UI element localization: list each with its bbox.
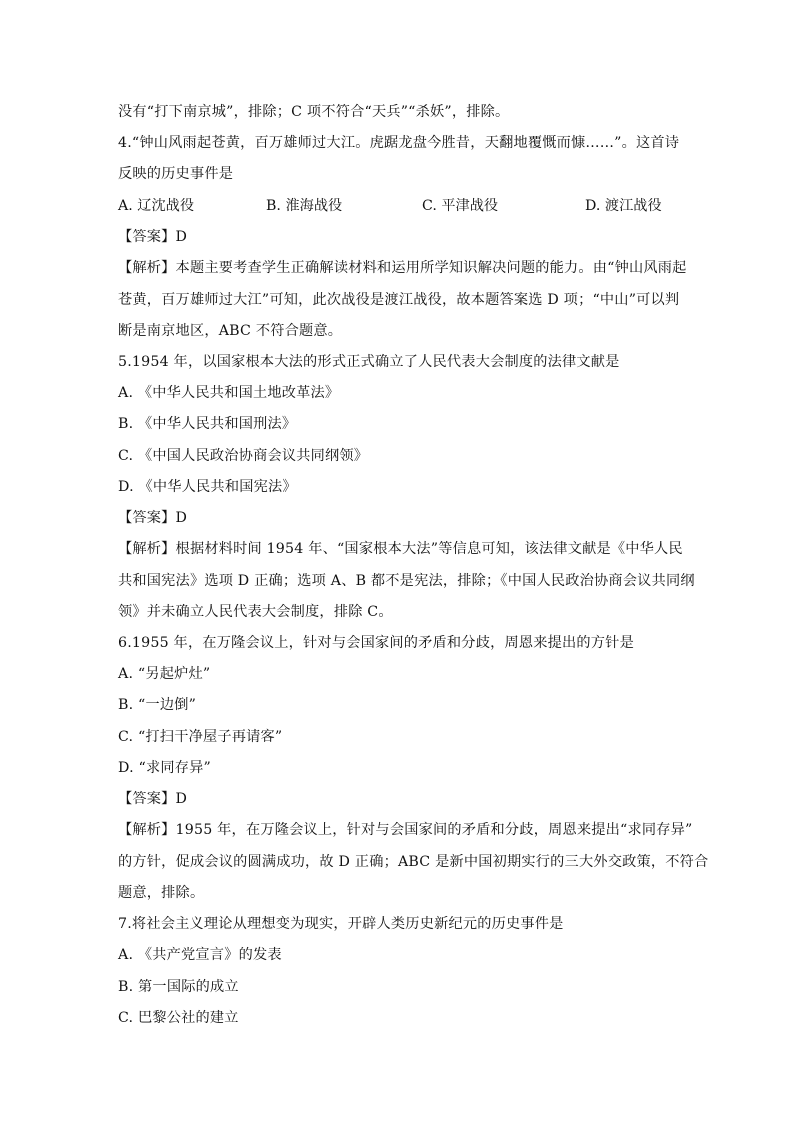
text-line: 没有“打下南京城”，排除；C 项不符合“天兵”“杀妖”，排除。 [118,104,510,120]
analysis-line: 共和国宪法》选项 D 正确；选项 A、B 都不是宪法，排除；《中国人民政治协商会议共同纲 [118,573,695,589]
option-c: C. 《中国人民政治协商会议共同纲领》 [118,448,369,464]
option-b: B. “一边倒” [118,697,197,713]
analysis-line: 的方针，促成会议的圆满成功，故 D 正确；ABC 是新中国初期实行的三大外交政策，不符合 [118,854,709,870]
question-6-stem: 6.1955 年，在万隆会议上，针对与会国家间的矛盾和分歧，周恩来提出的方针是 [118,635,634,651]
analysis-line: 断是南京地区，ABC 不符合题意。 [118,323,343,339]
question-7-stem: 7.将社会主义理论从理想变为现实，开辟人类历史新纪元的历史事件是 [118,916,564,932]
analysis-line: 苍黄，百万雄师过大江”可知，此次战役是渡江战役，故本题答案选 D 项；“中山”可以判 [118,292,680,308]
option-c: C. 平津战役 [422,198,499,214]
option-b: B. 淮海战役 [266,198,343,214]
option-d: D. “求同存异” [118,760,211,776]
option-c: C. “打扫干净屋子再请客” [118,729,283,745]
option-a: A. “另起炉灶” [118,666,211,682]
option-b: B. 第一国际的成立 [118,979,239,995]
answer-label: 【答案】D [118,791,188,807]
answer-label: 【答案】D [118,229,188,245]
analysis-line: 【解析】1955 年，在万隆会议上，针对与会国家间的矛盾和分歧，周恩来提出“求同存异” [118,822,693,838]
question-4-options [118,196,678,216]
option-c: C. 巴黎公社的建立 [118,1010,239,1026]
question-4-stem-cont: 反映的历史事件是 [118,166,234,182]
option-d: D. 渡江战役 [585,198,662,214]
question-4-stem: 4.“钟山风雨起苍黄，百万雄师过大江。虎踞龙盘今胜昔，天翻地覆慨而慷……”。这首诗 [118,135,680,151]
analysis-line: 【解析】本题主要考查学生正确解读材料和运用所学知识解决问题的能力。由“钟山风雨起 [118,260,687,276]
option-b: B. 《中华人民共和国刑法》 [118,416,297,432]
option-a: A. 《中华人民共和国土地改革法》 [118,385,340,401]
option-a: A. 辽沈战役 [118,198,195,214]
option-a: A. 《共产党宣言》的发表 [118,947,282,963]
analysis-line: 【解析】根据材料时间 1954 年、“国家根本大法”等信息可知，该法律文献是《中华人民 [118,541,683,557]
answer-label: 【答案】D [118,510,188,526]
option-d: D. 《中华人民共和国宪法》 [118,479,297,495]
question-5-stem: 5.1954 年，以国家根本大法的形式正式确立了人民代表大会制度的法律文献是 [118,354,620,370]
analysis-line: 题意，排除。 [118,885,205,901]
analysis-line: 领》并未确立人民代表大会制度，排除 C。 [118,604,393,620]
